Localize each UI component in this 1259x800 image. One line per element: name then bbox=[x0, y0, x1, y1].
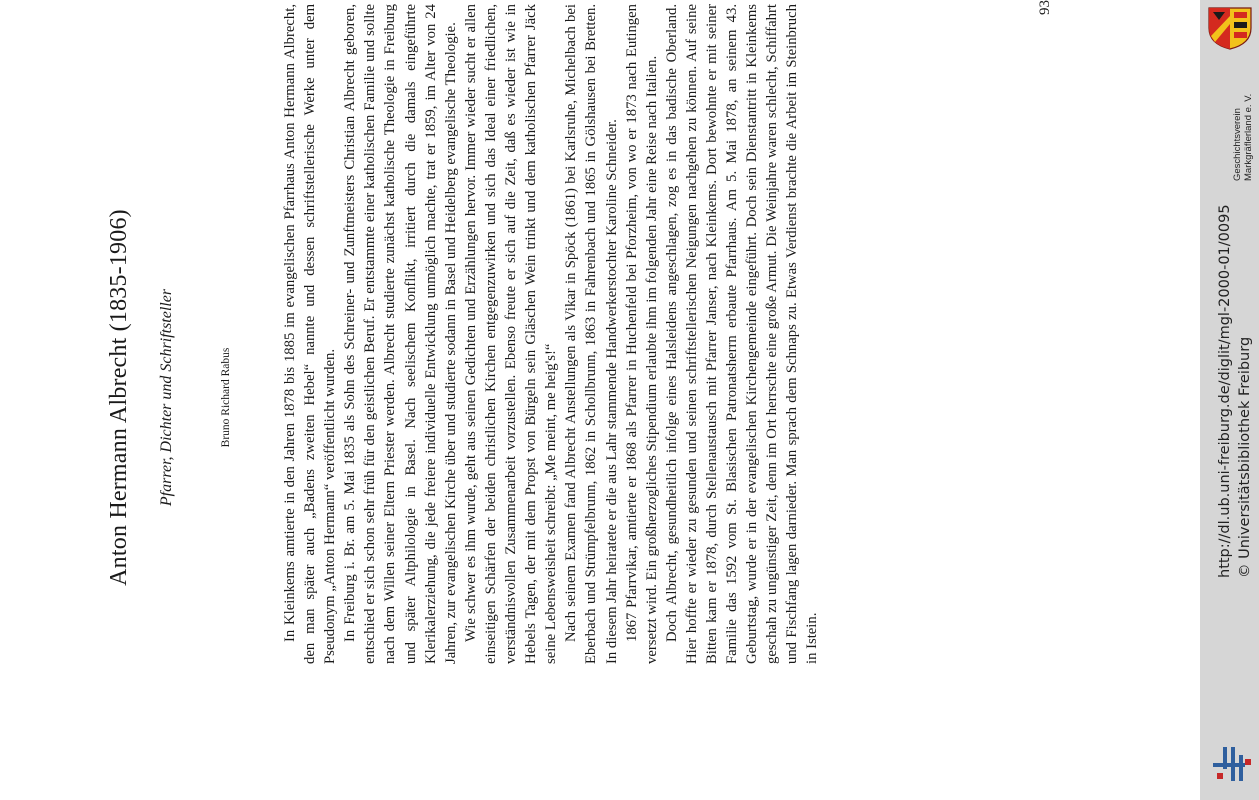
ub-freiburg-logo-icon bbox=[1209, 745, 1255, 785]
verein-line-1: Geschichtsverein bbox=[1232, 108, 1243, 181]
citation-box bbox=[1215, 204, 1255, 578]
paragraph: Doch Albrecht, gesundheitlich infolge eines Halsleidens angeschlagen, zog es in das badische Oberland. Hier hoffte er wieder zu gesunden und seinen schriftstellerischen Neigungen nachgehen zu können. Auf seine Bitten kam er 1878, durch Stellenaustausch mit Pfarrer Janser, nach Kleinkems. Dort bewohnte er mit seiner Familie das 1592 vom St. Blasischen Patronatsherrn erbaute Pfarrhaus. Am 5. Mai 1878, an seinem 43. Geburtstag, wurde er in der evangelischen Kirchengemeinde eingeführt. Doch sein Dienstantritt in Kleinkems geschah zu ungünstiger Zeit, denn im Ort herrschte eine große Armut. Die Weinjahre waren schlecht, Schiffahrt und Fischfang lagen darnieder. Man sprach dem Schnaps zu. Etwas Verdienst brachte die Arbeit im Steinbruch in Istein. bbox=[663, 4, 821, 664]
copyright-notice: © Universitätsbibliothek Freiburg bbox=[1237, 336, 1253, 578]
paragraph: In Kleinkems amtierte in den Jahren 1878 bis 1885 im evangelischen Pfarrhaus Anton Hermann Albrecht, den man später auch „Badens zweiten Hebel“ nannte und dessen schriftstellerische Werke unter dem Pseudonym „Anton Hermann“ veröffentlicht wurden. bbox=[282, 4, 339, 664]
verein-label bbox=[1232, 94, 1254, 181]
rotated-book-page bbox=[100, 0, 1150, 750]
coat-of-arms-icon bbox=[1207, 6, 1253, 50]
article-title: Anton Hermann Albrecht (1835-1906) bbox=[106, 209, 132, 586]
citation-url[interactable]: http://dl.ub.uni-freiburg.de/diglit/mgl-2000-01/0095 bbox=[1217, 204, 1233, 578]
paragraph: In Freiburg i. Br. am 5. Mai 1835 als Sohn des Schreiner- und Zunftmeisters Christian Albrecht geboren, entschied er sich schon sehr früh für den geistlichen Beruf. Er entstammte einer katholischen Familie und sollte nach dem Willen seiner Eltern Priester werden. Albrecht studierte zunächst katholische Theologie in Freiburg und später Altphilologie in Basel. Nach seelischem Konflikt, irritiert durch die damals eingeführte Klerikalerziehung, die jede freiere individuelle Entwicklung unmöglich machte, trat er 1859, im Alter von 24 Jahren, zur evangelischen Kirche über und studierte sodann in Basel und Heidelberg evangelische Theologie. bbox=[342, 4, 459, 664]
paragraph: 1867 Pfarrvikar, amtierte er 1868 als Pfarrer in Huchenfeld bei Pforzheim, von wo er 1873 nach Eutingen versetzt wird. Ein großherzogliches Stipendium erlaubte ihm im folgenden Jahr eine Reise nach Italien. bbox=[623, 4, 660, 664]
paragraph: Wie schwer es ihm wurde, geht aus seinen Gedichten und Erzählungen hervor. Immer wieder sucht er allen einseitigen Schärfen der beiden christlichen Kirchen entgegenzuwirken und sich das Ideal einer friedlichen, verständnisvollen Zusammenarbeit vorzustellen. Ebenso freute er sich auf die Zeit, daß es wieder ist wie in Hebels Tagen, der mit dem Propst von Bürgeln sein Gläschen Wein trinkt und dem katholischen Pfarrer Jäck seine Lebensweisheit schreibt: „Me meint, me heig's!“ bbox=[462, 4, 560, 664]
verein-line-2: Markgräflerland e. V. bbox=[1243, 93, 1254, 181]
page-number: 93 bbox=[1037, 0, 1053, 15]
article-body bbox=[280, 4, 823, 664]
article-subtitle: Pfarrer, Dichter und Schriftsteller bbox=[158, 288, 175, 507]
paragraph: Nach seinem Examen fand Albrecht Anstellungen als Vikar in Spöck (1861) bei Karlsruhe, Michelbach bei Eberbach und Strümpfelbrunn, 1862 in Schollbrunn, 1863 in Fahrenbach und 1865 in Gölshausen bei Bretten. In diesem Jahr heiratete er die aus Lahr stammende Handwerkerstochter Karoline Schneider. bbox=[563, 4, 620, 664]
article-author: Bruno Richard Rabus bbox=[220, 347, 232, 448]
